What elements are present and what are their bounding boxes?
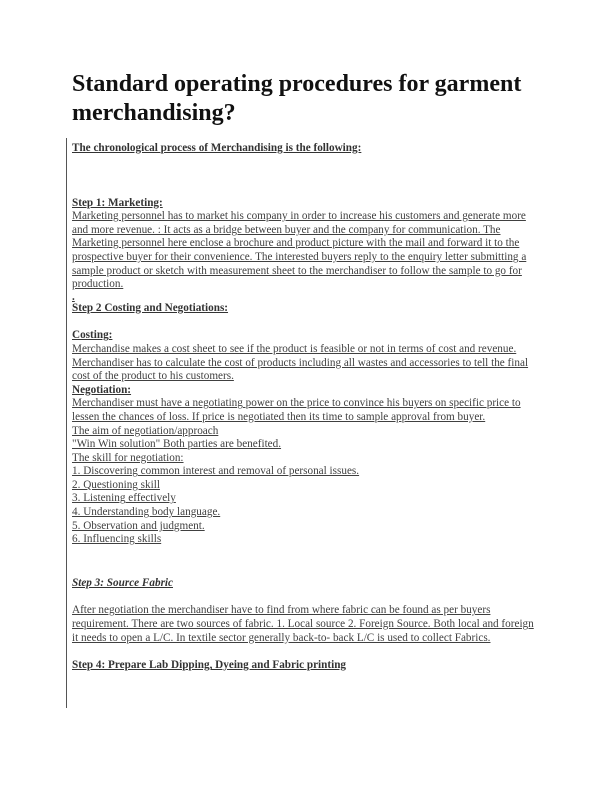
intro-heading: The chronological process of Merchandising is the following: <box>72 142 362 154</box>
step4-heading: Step 4: Prepare Lab Dipping, Dyeing and Fabric printing <box>72 659 347 672</box>
skill-item: 1. Discovering common interest and removal of personal issues. <box>72 465 360 478</box>
step3-heading: Step 3: Source Fabric <box>72 576 173 589</box>
negotiation-heading: Negotiation: <box>72 383 132 396</box>
step1-body: Marketing personnel has to market his company in order to increase his customers and generate more and more revenue. : It acts as a bridge between buyer and the company for communication. The Marketing personnel here enclose a brochure and product picture with the mail and forward it to the prospective buyer for their convenience. The interested buyers reply to the enquiry letter submitting a sample product or sketch with measurement sheet to the merchandiser to follow the sample to go for production. <box>72 210 527 291</box>
skill-item: 3. Listening effectively <box>72 492 176 505</box>
step3-body: After negotiation the merchandiser have to find from where fabric can be found as per buyers requirement. There are two sources of fabric. 1. Local source 2. Foreign Source. Both local and foreign it needs to open a L/C. In textile sector generally back-to- back L/C is used to collect Fabrics. <box>72 604 534 644</box>
document-body <box>72 142 542 673</box>
step2-heading: Step 2 Costing and Negotiations: <box>72 301 229 314</box>
negotiation-win-win: "Win Win solution" Both parties are benefited. <box>72 438 282 451</box>
negotiation-skill-heading: The skill for negotiation: <box>72 451 184 464</box>
skill-item: 6. Influencing skills <box>72 533 162 546</box>
costing-body: Merchandise makes a cost sheet to see if the product is feasible or not in terms of cost and revenue. Merchandiser has to calculate the cost of products including all wastes and accessories to tell the final cost of the product to his customers. <box>72 342 529 383</box>
skill-item: 4. Understanding body language. <box>72 506 221 519</box>
costing-heading: Costing: <box>72 329 113 342</box>
left-margin-rule <box>66 138 67 708</box>
step1-heading: Step 1: Marketing: <box>72 196 163 209</box>
skills-list <box>72 465 542 547</box>
skill-item: 5. Observation and judgment. <box>72 519 205 532</box>
skill-item: 2. Questioning skill <box>72 478 160 491</box>
negotiation-aim: The aim of negotiation/approach <box>72 424 219 437</box>
step1-dot: . <box>72 290 75 303</box>
negotiation-body: Merchandiser must have a negotiating power on the price to convince his buyers on specific price to lessen the chances of loss. If price is negotiated then its time to sample approval from buyer. <box>72 397 521 423</box>
page-title: Standard operating procedures for garment merchandising? <box>72 71 522 126</box>
